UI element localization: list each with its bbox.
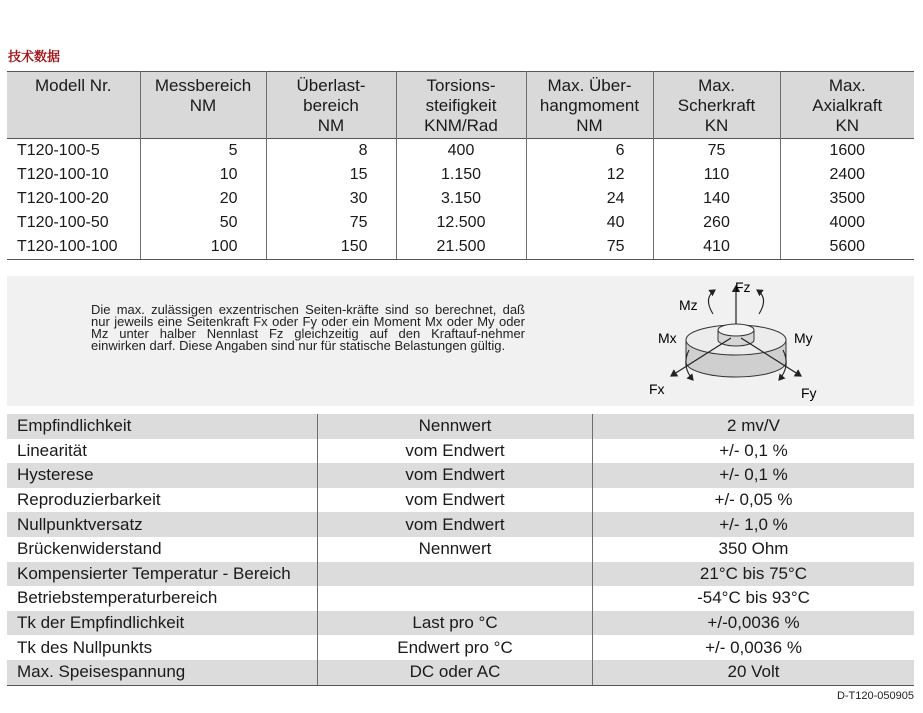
param-name: Nullpunktversatz (7, 512, 318, 537)
param-reference: DC oder AC (318, 660, 593, 685)
overload-cell: 15 (266, 163, 396, 187)
shear-cell: 260 (653, 211, 780, 235)
axial-cell: 2400 (829, 166, 866, 183)
hub-top (718, 324, 754, 336)
param-name: Kompensierter Temperatur - Bereich (7, 562, 318, 587)
param-value: +/- 0,1 % (593, 439, 915, 464)
param-row (7, 537, 914, 562)
param-reference (318, 562, 593, 587)
param-value: 21°C bis 75°C (593, 562, 915, 587)
axial-cell: 1600 (829, 142, 866, 159)
spec-header-model: Modell Nr. (7, 72, 140, 139)
param-reference: Nennwert (318, 537, 593, 562)
param-reference: Nennwert (318, 414, 593, 439)
param-row (7, 635, 914, 660)
param-value: 350 Ohm (593, 537, 915, 562)
my-label: My (794, 330, 813, 346)
param-row (7, 562, 914, 587)
axial-cell: 5600 (780, 235, 914, 260)
spec-row (7, 211, 914, 235)
overhang-cell: 12 (526, 163, 653, 187)
param-value: +/- 0,0036 % (593, 635, 915, 660)
force-diagram (631, 276, 831, 406)
overload-cell: 8 (266, 139, 396, 164)
param-name: Empfindlichkeit (7, 414, 318, 439)
torsion-cell: 3.150 (396, 187, 526, 211)
param-reference: vom Endwert (318, 488, 593, 513)
param-name: Hysterese (7, 463, 318, 488)
param-row (7, 439, 914, 464)
overhang-cell: 24 (526, 187, 653, 211)
model-cell: T120-100-5 (7, 139, 140, 164)
param-name: Betriebstemperaturbereich (7, 586, 318, 611)
param-value: +/- 0,05 % (593, 488, 915, 513)
mx-label: Mx (658, 330, 677, 346)
param-reference (318, 586, 593, 611)
param-row (7, 660, 914, 685)
param-row (7, 414, 914, 439)
shear-cell: 140 (653, 187, 780, 211)
mz-arrow (708, 290, 715, 314)
spec-row (7, 139, 914, 164)
spec-header-overhang: Max. Über- hangmoment NM (526, 72, 653, 139)
document-code: D-T120-050905 (836, 690, 914, 702)
axial-cell: 3500 (829, 190, 866, 207)
param-value: 2 mv/V (593, 414, 915, 439)
range-cell: 20 (140, 187, 266, 211)
param-row (7, 586, 914, 611)
load-note-text: Die max. zulässigen exzentrischen Seiten-kräfte sind so berechnet, daß nur jeweils eine Seitenkraft Fx oder Fy oder ein Moment Mx oder My oder Mz unter halber Nennlast Fz gleichzeitig auf den Kraftauf-nehmer einwirken darf. Diese Angaben sind nur für statische Belastungen gültig. (91, 302, 525, 353)
model-cell: T120-100-20 (7, 187, 140, 211)
param-reference: vom Endwert (318, 463, 593, 488)
model-cell: T120-100-100 (7, 235, 140, 260)
model-cell: T120-100-50 (7, 211, 140, 235)
shear-cell: 110 (653, 163, 780, 187)
param-name: Tk des Nullpunkts (7, 635, 318, 660)
overload-cell: 75 (266, 211, 396, 235)
param-reference: Endwert pro °C (318, 635, 593, 660)
torsion-cell: 1.150 (396, 163, 526, 187)
section-title: 技术数据 (8, 49, 61, 64)
spec-row (7, 163, 914, 187)
param-name: Reproduzierbarkeit (7, 488, 318, 513)
fz-label: Fz (735, 279, 751, 295)
param-reference: Last pro °C (318, 611, 593, 636)
param-value: 20 Volt (593, 660, 915, 685)
mz-label: Mz (679, 297, 698, 313)
param-reference: vom Endwert (318, 512, 593, 537)
param-value: -54°C bis 93°C (593, 586, 915, 611)
param-row (7, 488, 914, 513)
overhang-cell: 6 (526, 139, 653, 164)
param-row (7, 512, 914, 537)
range-cell: 100 (140, 235, 266, 260)
shear-cell: 75 (653, 139, 780, 164)
param-name: Linearität (7, 439, 318, 464)
torsion-cell: 400 (396, 139, 526, 164)
spec-header-overload: Überlast- bereich NM (266, 72, 396, 139)
spec-table (7, 71, 914, 260)
shear-cell: 410 (653, 235, 780, 260)
param-value: +/-0,0036 % (593, 611, 915, 636)
spec-header-axial: Max. Axialkraft KN (780, 72, 914, 139)
param-name: Tk der Empfindlichkeit (7, 611, 318, 636)
axial-cell: 4000 (829, 214, 866, 231)
overload-cell: 30 (266, 187, 396, 211)
range-cell: 50 (140, 211, 266, 235)
spec-header-range: Messbereich NM (140, 72, 266, 139)
fy-label: Fy (801, 385, 817, 401)
load-note-panel (7, 276, 914, 406)
param-name: Brückenwiderstand (7, 537, 318, 562)
param-value: +/- 0,1 % (593, 463, 915, 488)
spec-header-row (7, 72, 914, 139)
torsion-cell: 12.500 (396, 211, 526, 235)
overhang-cell: 40 (526, 211, 653, 235)
range-cell: 10 (140, 163, 266, 187)
param-row (7, 463, 914, 488)
torsion-cell: 21.500 (396, 235, 526, 260)
range-cell: 5 (140, 139, 266, 164)
mz-arrow-right (757, 290, 764, 314)
spec-header-torsion: Torsions- steifigkeit KNM/Rad (396, 72, 526, 139)
fx-label: Fx (649, 381, 665, 397)
param-value: +/- 1,0 % (593, 512, 915, 537)
overhang-cell: 75 (526, 235, 653, 260)
overload-cell: 150 (266, 235, 396, 260)
param-reference: vom Endwert (318, 439, 593, 464)
spec-row (7, 187, 914, 211)
spec-header-shear: Max. Scherkraft KN (653, 72, 780, 139)
model-cell: T120-100-10 (7, 163, 140, 187)
param-row (7, 611, 914, 636)
params-table (7, 414, 914, 686)
spec-row (7, 235, 914, 260)
param-name: Max. Speisespannung (7, 660, 318, 685)
